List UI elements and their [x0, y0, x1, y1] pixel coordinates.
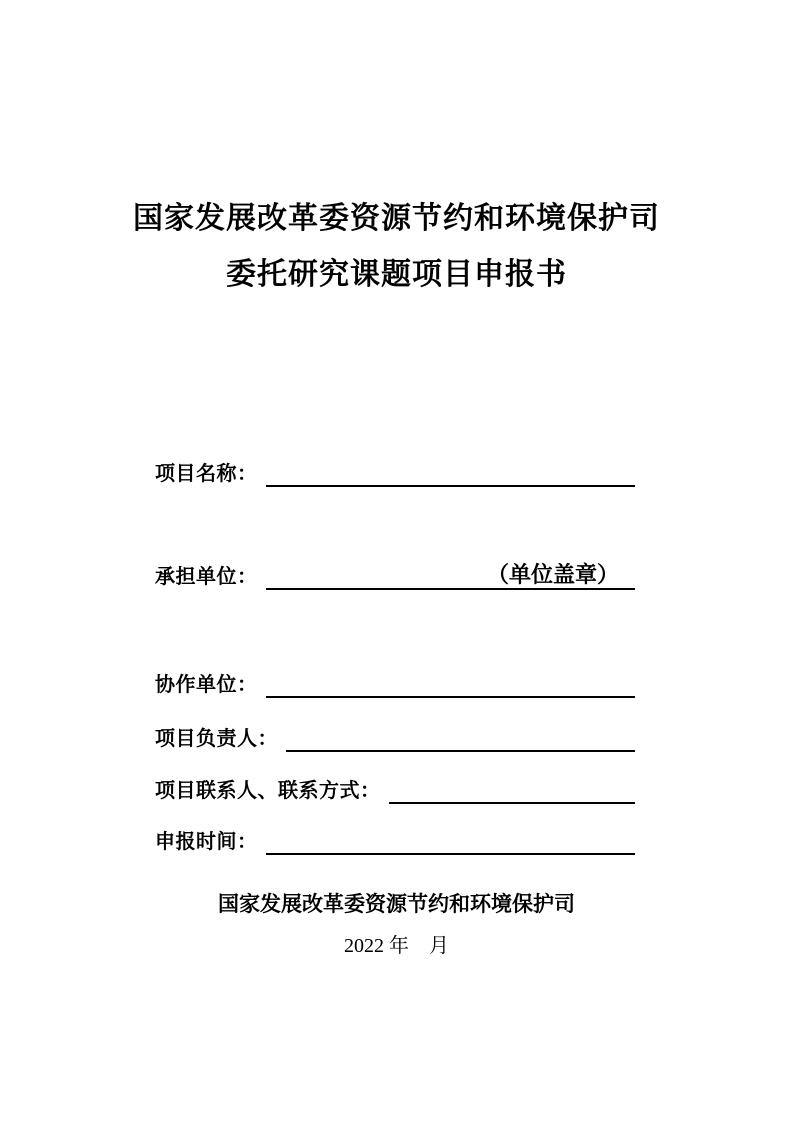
unit-seal-note: （单位盖章）	[486, 562, 619, 587]
form-row-project-leader	[155, 727, 635, 752]
form-row-application-date	[155, 830, 635, 855]
project-contact-label: 项目联系人、联系方式：	[155, 780, 381, 802]
project-leader-label: 项目负责人：	[155, 728, 278, 750]
form-row-undertaking-unit	[155, 562, 635, 590]
document-title-line1: 国家发展改革委资源节约和环境保护司	[133, 202, 660, 235]
form-row-project-name	[155, 462, 635, 487]
form-row-project-contact	[155, 779, 635, 804]
undertaking-unit-blank-field[interactable]	[266, 562, 636, 590]
form-row-cooperating-unit	[155, 673, 635, 698]
cooperating-unit-label: 协作单位：	[155, 674, 258, 696]
project-name-label: 项目名称：	[155, 463, 258, 485]
document-title-line2: 委托研究课题项目申报书	[226, 258, 567, 291]
application-date-blank-field[interactable]	[266, 830, 636, 855]
footer-date: 2022 年 月	[344, 935, 449, 957]
undertaking-unit-label: 承担单位：	[155, 566, 258, 588]
footer-organization: 国家发展改革委资源节约和环境保护司	[218, 892, 575, 916]
project-leader-blank-field[interactable]	[286, 727, 635, 752]
application-date-label: 申报时间：	[155, 831, 258, 853]
project-contact-blank-field[interactable]	[389, 779, 636, 804]
project-name-blank-field[interactable]	[266, 462, 636, 487]
cooperating-unit-blank-field[interactable]	[266, 673, 636, 698]
